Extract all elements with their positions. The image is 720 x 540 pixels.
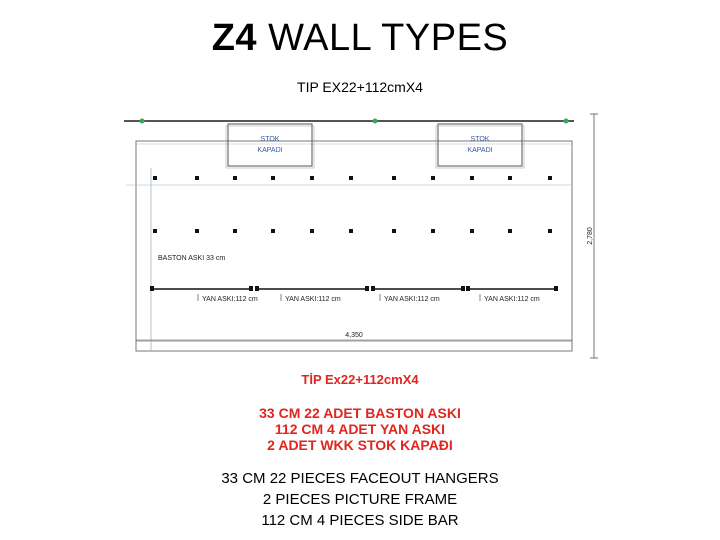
faceout-hanger	[349, 229, 353, 233]
subtitle: TIP EX22+112cmX4	[297, 79, 423, 95]
faceout-hanger	[271, 176, 275, 180]
faceout-hanger	[470, 229, 474, 233]
side-bar-label: YAN ASKI:112 cm	[285, 296, 341, 303]
upper-hanger-row	[153, 176, 552, 180]
width-dimension: 4,350	[345, 332, 363, 339]
faceout-hanger	[233, 229, 237, 233]
red-spec-line: 112 CM 4 ADET YAN ASKI	[274, 421, 446, 437]
red-spec-line: 2 ADET WKK STOK KAPAĐI	[267, 437, 453, 453]
rail-node	[373, 119, 378, 124]
faceout-hanger	[153, 176, 157, 180]
english-spec-line: 33 CM 22 PIECES FACEOUT HANGERS	[221, 470, 499, 487]
red-type-title: TİP Ex22+112cmX4	[301, 372, 419, 387]
faceout-hanger	[271, 229, 275, 233]
faceout-hanger	[233, 176, 237, 180]
stock-box-label-line2: KAPADI	[257, 147, 283, 154]
faceout-hanger	[508, 176, 512, 180]
faceout-hanger	[349, 176, 353, 180]
stock-box-label-line1: STOK	[470, 136, 490, 143]
stock-box-left	[226, 124, 314, 168]
faceout-hanger	[392, 229, 396, 233]
english-spec-line: 112 CM 4 PIECES SIDE BAR	[261, 512, 459, 529]
title-bold: Z4	[211, 17, 258, 59]
stock-box-right	[436, 124, 524, 168]
rail-node	[564, 119, 569, 124]
faceout-hanger	[431, 176, 435, 180]
page-title	[0, 14, 720, 62]
wall-elevation-drawing	[118, 108, 610, 364]
faceout-hanger	[470, 176, 474, 180]
wall-outline	[136, 141, 572, 351]
stock-box-label-line2: KAPADI	[467, 147, 493, 154]
faceout-hanger	[310, 176, 314, 180]
lower-hanger-row	[153, 229, 552, 233]
side-bar-label: YAN ASKI:112 cm	[484, 296, 540, 303]
side-bars	[150, 286, 558, 291]
faceout-hanger	[310, 229, 314, 233]
stock-box-label-line1: STOK	[260, 136, 280, 143]
title-rest: WALL TYPES	[257, 17, 509, 59]
red-spec-line: 33 CM 22 ADET BASTON ASKI	[259, 405, 461, 421]
faceout-hanger	[392, 176, 396, 180]
side-bar-label: YAN ASKI:112 cm	[384, 296, 440, 303]
faceout-hanger	[548, 229, 552, 233]
height-dimension: 2,780	[587, 227, 594, 245]
english-spec-line: 2 PIECES PICTURE FRAME	[262, 491, 458, 508]
baston-label: BASTON ASKI 33 cm	[158, 255, 226, 262]
faceout-hanger	[153, 229, 157, 233]
red-spec-list	[0, 405, 720, 453]
faceout-hanger	[195, 176, 199, 180]
faceout-hanger	[195, 229, 199, 233]
side-bar-label: YAN ASKI:112 cm	[202, 296, 258, 303]
faceout-hanger	[548, 176, 552, 180]
faceout-hanger	[431, 229, 435, 233]
english-spec-list	[0, 468, 720, 531]
rail-node	[140, 119, 145, 124]
faceout-hanger	[508, 229, 512, 233]
